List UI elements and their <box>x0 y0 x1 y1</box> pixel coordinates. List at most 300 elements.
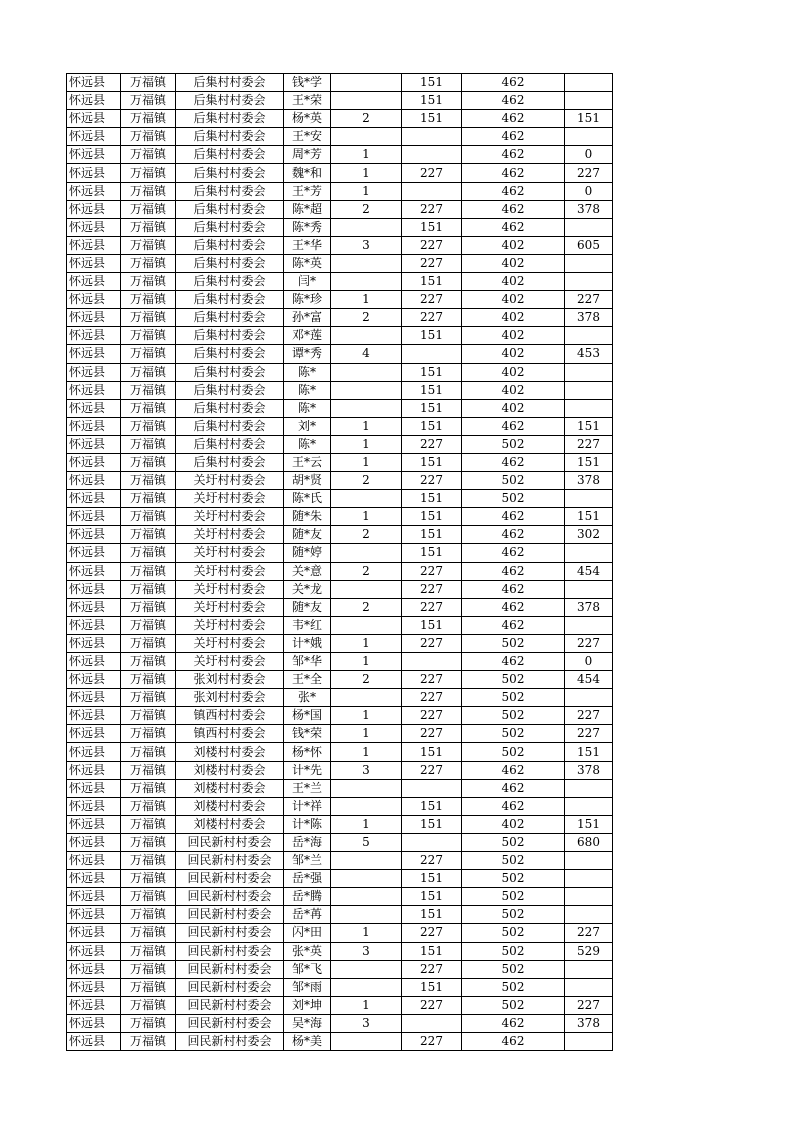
name-cell: 王*全 <box>284 671 331 689</box>
village-cell: 张刘村村委会 <box>176 689 284 707</box>
table-row <box>67 273 613 291</box>
count-cell: 1 <box>331 453 402 471</box>
name-cell: 吴*海 <box>284 1014 331 1032</box>
village-cell: 关圩村村委会 <box>176 544 284 562</box>
table-row <box>67 689 613 707</box>
village-cell: 关圩村村委会 <box>176 562 284 580</box>
name-cell: 随*婷 <box>284 544 331 562</box>
county-cell: 怀远县 <box>67 526 121 544</box>
total-cell: 529 <box>565 942 613 960</box>
count-cell <box>331 381 402 399</box>
value-a-cell: 151 <box>402 327 462 345</box>
value-a-cell <box>402 653 462 671</box>
total-cell: 227 <box>565 725 613 743</box>
county-cell: 怀远县 <box>67 236 121 254</box>
count-cell <box>331 689 402 707</box>
count-cell: 2 <box>331 526 402 544</box>
village-cell: 后集村村委会 <box>176 453 284 471</box>
count-cell <box>331 363 402 381</box>
value-b-cell: 462 <box>462 128 565 146</box>
table-row <box>67 580 613 598</box>
value-a-cell: 227 <box>402 960 462 978</box>
value-b-cell: 462 <box>462 417 565 435</box>
table-row <box>67 616 613 634</box>
town-cell: 万福镇 <box>121 942 176 960</box>
county-cell: 怀远县 <box>67 472 121 490</box>
value-a-cell: 151 <box>402 363 462 381</box>
table-row <box>67 381 613 399</box>
county-cell: 怀远县 <box>67 1014 121 1032</box>
table-row <box>67 363 613 381</box>
value-a-cell <box>402 128 462 146</box>
name-cell: 随*友 <box>284 526 331 544</box>
town-cell: 万福镇 <box>121 960 176 978</box>
town-cell: 万福镇 <box>121 200 176 218</box>
table-row <box>67 526 613 544</box>
town-cell: 万福镇 <box>121 146 176 164</box>
table-row <box>67 435 613 453</box>
value-a-cell: 151 <box>402 381 462 399</box>
town-cell: 万福镇 <box>121 472 176 490</box>
name-cell: 陈*英 <box>284 254 331 272</box>
village-cell: 回民新村村委会 <box>176 942 284 960</box>
value-b-cell: 462 <box>462 653 565 671</box>
total-cell <box>565 580 613 598</box>
name-cell: 魏*和 <box>284 164 331 182</box>
total-cell <box>565 689 613 707</box>
name-cell: 岳*苒 <box>284 906 331 924</box>
table-row <box>67 1014 613 1032</box>
table-row <box>67 254 613 272</box>
value-a-cell: 151 <box>402 544 462 562</box>
county-cell: 怀远县 <box>67 508 121 526</box>
county-cell: 怀远县 <box>67 707 121 725</box>
town-cell: 万福镇 <box>121 544 176 562</box>
total-cell: 151 <box>565 453 613 471</box>
town-cell: 万福镇 <box>121 634 176 652</box>
name-cell: 杨*国 <box>284 707 331 725</box>
name-cell: 钱*荣 <box>284 725 331 743</box>
name-cell: 邹*雨 <box>284 978 331 996</box>
value-a-cell: 227 <box>402 689 462 707</box>
value-b-cell: 462 <box>462 164 565 182</box>
table-row <box>67 345 613 363</box>
village-cell: 后集村村委会 <box>176 128 284 146</box>
value-a-cell: 227 <box>402 472 462 490</box>
count-cell: 1 <box>331 146 402 164</box>
value-a-cell: 227 <box>402 1032 462 1050</box>
value-a-cell: 151 <box>402 218 462 236</box>
value-b-cell: 462 <box>462 1032 565 1050</box>
data-table <box>66 73 613 1051</box>
count-cell <box>331 399 402 417</box>
county-cell: 怀远县 <box>67 74 121 92</box>
value-a-cell <box>402 833 462 851</box>
count-cell <box>331 978 402 996</box>
total-cell <box>565 797 613 815</box>
village-cell: 后集村村委会 <box>176 417 284 435</box>
town-cell: 万福镇 <box>121 689 176 707</box>
town-cell: 万福镇 <box>121 996 176 1014</box>
value-b-cell: 502 <box>462 960 565 978</box>
value-a-cell <box>402 779 462 797</box>
name-cell: 随*友 <box>284 598 331 616</box>
name-cell: 钱*学 <box>284 74 331 92</box>
town-cell: 万福镇 <box>121 725 176 743</box>
total-cell: 378 <box>565 761 613 779</box>
county-cell: 怀远县 <box>67 797 121 815</box>
table-row <box>67 182 613 200</box>
table-row <box>67 888 613 906</box>
value-a-cell <box>402 182 462 200</box>
town-cell: 万福镇 <box>121 490 176 508</box>
count-cell: 1 <box>331 743 402 761</box>
table-row <box>67 327 613 345</box>
name-cell: 闫* <box>284 273 331 291</box>
total-cell: 227 <box>565 924 613 942</box>
count-cell <box>331 797 402 815</box>
value-b-cell: 502 <box>462 978 565 996</box>
county-cell: 怀远县 <box>67 689 121 707</box>
town-cell: 万福镇 <box>121 110 176 128</box>
table-row <box>67 291 613 309</box>
name-cell: 关*意 <box>284 562 331 580</box>
table-row <box>67 797 613 815</box>
value-b-cell: 402 <box>462 309 565 327</box>
county-cell: 怀远县 <box>67 779 121 797</box>
total-cell: 378 <box>565 598 613 616</box>
name-cell: 岳*腾 <box>284 888 331 906</box>
value-a-cell: 227 <box>402 707 462 725</box>
count-cell: 1 <box>331 164 402 182</box>
town-cell: 万福镇 <box>121 815 176 833</box>
value-b-cell: 402 <box>462 273 565 291</box>
table-row <box>67 146 613 164</box>
village-cell: 后集村村委会 <box>176 435 284 453</box>
village-cell: 后集村村委会 <box>176 327 284 345</box>
value-b-cell: 462 <box>462 453 565 471</box>
table-row <box>67 472 613 490</box>
count-cell <box>331 779 402 797</box>
value-a-cell: 227 <box>402 924 462 942</box>
county-cell: 怀远县 <box>67 128 121 146</box>
table-row <box>67 508 613 526</box>
village-cell: 关圩村村委会 <box>176 598 284 616</box>
county-cell: 怀远县 <box>67 345 121 363</box>
name-cell: 岳*海 <box>284 833 331 851</box>
total-cell <box>565 960 613 978</box>
name-cell: 王*荣 <box>284 92 331 110</box>
village-cell: 回民新村村委会 <box>176 960 284 978</box>
county-cell: 怀远县 <box>67 906 121 924</box>
town-cell: 万福镇 <box>121 92 176 110</box>
table-row <box>67 852 613 870</box>
value-a-cell: 227 <box>402 200 462 218</box>
total-cell: 151 <box>565 815 613 833</box>
village-cell: 镇西村村委会 <box>176 707 284 725</box>
value-a-cell: 227 <box>402 291 462 309</box>
count-cell: 1 <box>331 707 402 725</box>
table-row <box>67 1032 613 1050</box>
value-b-cell: 502 <box>462 472 565 490</box>
county-cell: 怀远县 <box>67 978 121 996</box>
town-cell: 万福镇 <box>121 345 176 363</box>
county-cell: 怀远县 <box>67 616 121 634</box>
table-row <box>67 978 613 996</box>
count-cell: 1 <box>331 815 402 833</box>
value-b-cell: 402 <box>462 291 565 309</box>
total-cell: 227 <box>565 435 613 453</box>
total-cell <box>565 888 613 906</box>
table-row <box>67 544 613 562</box>
total-cell <box>565 870 613 888</box>
town-cell: 万福镇 <box>121 526 176 544</box>
town-cell: 万福镇 <box>121 273 176 291</box>
name-cell: 陈* <box>284 399 331 417</box>
table-row <box>67 725 613 743</box>
table-row <box>67 562 613 580</box>
village-cell: 回民新村村委会 <box>176 888 284 906</box>
name-cell: 王*芳 <box>284 182 331 200</box>
value-b-cell: 402 <box>462 254 565 272</box>
table-row <box>67 833 613 851</box>
total-cell <box>565 1032 613 1050</box>
county-cell: 怀远县 <box>67 725 121 743</box>
count-cell: 4 <box>331 345 402 363</box>
name-cell: 陈* <box>284 363 331 381</box>
total-cell: 680 <box>565 833 613 851</box>
county-cell: 怀远县 <box>67 309 121 327</box>
town-cell: 万福镇 <box>121 254 176 272</box>
value-a-cell: 151 <box>402 399 462 417</box>
total-cell: 378 <box>565 200 613 218</box>
village-cell: 回民新村村委会 <box>176 833 284 851</box>
total-cell: 227 <box>565 164 613 182</box>
count-cell <box>331 327 402 345</box>
total-cell <box>565 852 613 870</box>
county-cell: 怀远县 <box>67 598 121 616</box>
village-cell: 回民新村村委会 <box>176 924 284 942</box>
total-cell: 151 <box>565 110 613 128</box>
total-cell: 151 <box>565 743 613 761</box>
county-cell: 怀远县 <box>67 490 121 508</box>
value-b-cell: 462 <box>462 110 565 128</box>
name-cell: 陈* <box>284 435 331 453</box>
name-cell: 陈*珍 <box>284 291 331 309</box>
count-cell: 1 <box>331 924 402 942</box>
value-a-cell: 151 <box>402 526 462 544</box>
name-cell: 闪*田 <box>284 924 331 942</box>
value-a-cell: 151 <box>402 417 462 435</box>
total-cell: 378 <box>565 472 613 490</box>
name-cell: 杨*英 <box>284 110 331 128</box>
county-cell: 怀远县 <box>67 417 121 435</box>
town-cell: 万福镇 <box>121 218 176 236</box>
town-cell: 万福镇 <box>121 616 176 634</box>
total-cell: 227 <box>565 291 613 309</box>
total-cell: 0 <box>565 146 613 164</box>
town-cell: 万福镇 <box>121 852 176 870</box>
village-cell: 后集村村委会 <box>176 381 284 399</box>
village-cell: 后集村村委会 <box>176 182 284 200</box>
town-cell: 万福镇 <box>121 743 176 761</box>
table-row <box>67 236 613 254</box>
village-cell: 后集村村委会 <box>176 110 284 128</box>
town-cell: 万福镇 <box>121 363 176 381</box>
county-cell: 怀远县 <box>67 562 121 580</box>
name-cell: 刘* <box>284 417 331 435</box>
value-b-cell: 502 <box>462 435 565 453</box>
village-cell: 关圩村村委会 <box>176 508 284 526</box>
name-cell: 邓*莲 <box>284 327 331 345</box>
value-a-cell: 151 <box>402 797 462 815</box>
town-cell: 万福镇 <box>121 399 176 417</box>
count-cell: 1 <box>331 725 402 743</box>
county-cell: 怀远县 <box>67 363 121 381</box>
value-b-cell: 502 <box>462 906 565 924</box>
village-cell: 后集村村委会 <box>176 200 284 218</box>
value-b-cell: 462 <box>462 598 565 616</box>
county-cell: 怀远县 <box>67 815 121 833</box>
value-b-cell: 502 <box>462 707 565 725</box>
village-cell: 后集村村委会 <box>176 399 284 417</box>
value-a-cell: 151 <box>402 978 462 996</box>
value-a-cell: 151 <box>402 942 462 960</box>
count-cell: 3 <box>331 942 402 960</box>
town-cell: 万福镇 <box>121 236 176 254</box>
town-cell: 万福镇 <box>121 870 176 888</box>
count-cell <box>331 128 402 146</box>
value-b-cell: 462 <box>462 616 565 634</box>
table-row <box>67 761 613 779</box>
value-a-cell: 151 <box>402 490 462 508</box>
name-cell: 杨*美 <box>284 1032 331 1050</box>
name-cell: 计*陈 <box>284 815 331 833</box>
value-a-cell: 151 <box>402 906 462 924</box>
county-cell: 怀远县 <box>67 291 121 309</box>
village-cell: 回民新村村委会 <box>176 1014 284 1032</box>
value-a-cell: 227 <box>402 598 462 616</box>
village-cell: 刘楼村村委会 <box>176 743 284 761</box>
value-b-cell: 402 <box>462 815 565 833</box>
name-cell: 胡*贤 <box>284 472 331 490</box>
value-a-cell: 151 <box>402 453 462 471</box>
value-b-cell: 462 <box>462 200 565 218</box>
value-b-cell: 502 <box>462 942 565 960</box>
total-cell <box>565 544 613 562</box>
value-b-cell: 502 <box>462 634 565 652</box>
count-cell: 2 <box>331 598 402 616</box>
name-cell: 计*娥 <box>284 634 331 652</box>
county-cell: 怀远县 <box>67 453 121 471</box>
value-b-cell: 462 <box>462 182 565 200</box>
village-cell: 后集村村委会 <box>176 291 284 309</box>
value-a-cell: 227 <box>402 634 462 652</box>
county-cell: 怀远县 <box>67 743 121 761</box>
name-cell: 关*龙 <box>284 580 331 598</box>
county-cell: 怀远县 <box>67 273 121 291</box>
town-cell: 万福镇 <box>121 182 176 200</box>
table-row <box>67 128 613 146</box>
table-row <box>67 924 613 942</box>
count-cell <box>331 74 402 92</box>
name-cell: 王*安 <box>284 128 331 146</box>
count-cell <box>331 888 402 906</box>
total-cell <box>565 779 613 797</box>
table-row <box>67 870 613 888</box>
value-a-cell: 227 <box>402 236 462 254</box>
county-cell: 怀远县 <box>67 924 121 942</box>
value-a-cell: 227 <box>402 254 462 272</box>
total-cell <box>565 616 613 634</box>
value-b-cell: 502 <box>462 490 565 508</box>
table-row <box>67 815 613 833</box>
count-cell: 5 <box>331 833 402 851</box>
value-a-cell: 227 <box>402 725 462 743</box>
value-a-cell: 227 <box>402 761 462 779</box>
county-cell: 怀远县 <box>67 580 121 598</box>
count-cell: 2 <box>331 200 402 218</box>
total-cell: 454 <box>565 671 613 689</box>
total-cell: 302 <box>565 526 613 544</box>
village-cell: 关圩村村委会 <box>176 526 284 544</box>
town-cell: 万福镇 <box>121 453 176 471</box>
value-a-cell: 151 <box>402 92 462 110</box>
value-a-cell: 151 <box>402 888 462 906</box>
value-a-cell <box>402 146 462 164</box>
table-row <box>67 960 613 978</box>
county-cell: 怀远县 <box>67 671 121 689</box>
total-cell <box>565 490 613 508</box>
name-cell: 韦*红 <box>284 616 331 634</box>
table-row <box>67 399 613 417</box>
county-cell: 怀远县 <box>67 146 121 164</box>
count-cell: 2 <box>331 671 402 689</box>
town-cell: 万福镇 <box>121 978 176 996</box>
count-cell <box>331 906 402 924</box>
value-a-cell: 151 <box>402 743 462 761</box>
total-cell <box>565 381 613 399</box>
name-cell: 孙*富 <box>284 309 331 327</box>
value-a-cell: 227 <box>402 996 462 1014</box>
name-cell: 计*先 <box>284 761 331 779</box>
name-cell: 张* <box>284 689 331 707</box>
county-cell: 怀远县 <box>67 960 121 978</box>
name-cell: 陈*超 <box>284 200 331 218</box>
table-row <box>67 779 613 797</box>
total-cell <box>565 978 613 996</box>
value-b-cell: 502 <box>462 852 565 870</box>
village-cell: 关圩村村委会 <box>176 653 284 671</box>
total-cell: 151 <box>565 417 613 435</box>
value-a-cell: 227 <box>402 852 462 870</box>
village-cell: 镇西村村委会 <box>176 725 284 743</box>
count-cell <box>331 490 402 508</box>
value-b-cell: 502 <box>462 924 565 942</box>
count-cell: 2 <box>331 562 402 580</box>
value-b-cell: 402 <box>462 345 565 363</box>
count-cell <box>331 960 402 978</box>
village-cell: 回民新村村委会 <box>176 852 284 870</box>
value-a-cell <box>402 1014 462 1032</box>
value-b-cell: 502 <box>462 671 565 689</box>
town-cell: 万福镇 <box>121 1032 176 1050</box>
value-a-cell: 227 <box>402 164 462 182</box>
count-cell <box>331 870 402 888</box>
village-cell: 关圩村村委会 <box>176 634 284 652</box>
county-cell: 怀远县 <box>67 182 121 200</box>
table-row <box>67 996 613 1014</box>
